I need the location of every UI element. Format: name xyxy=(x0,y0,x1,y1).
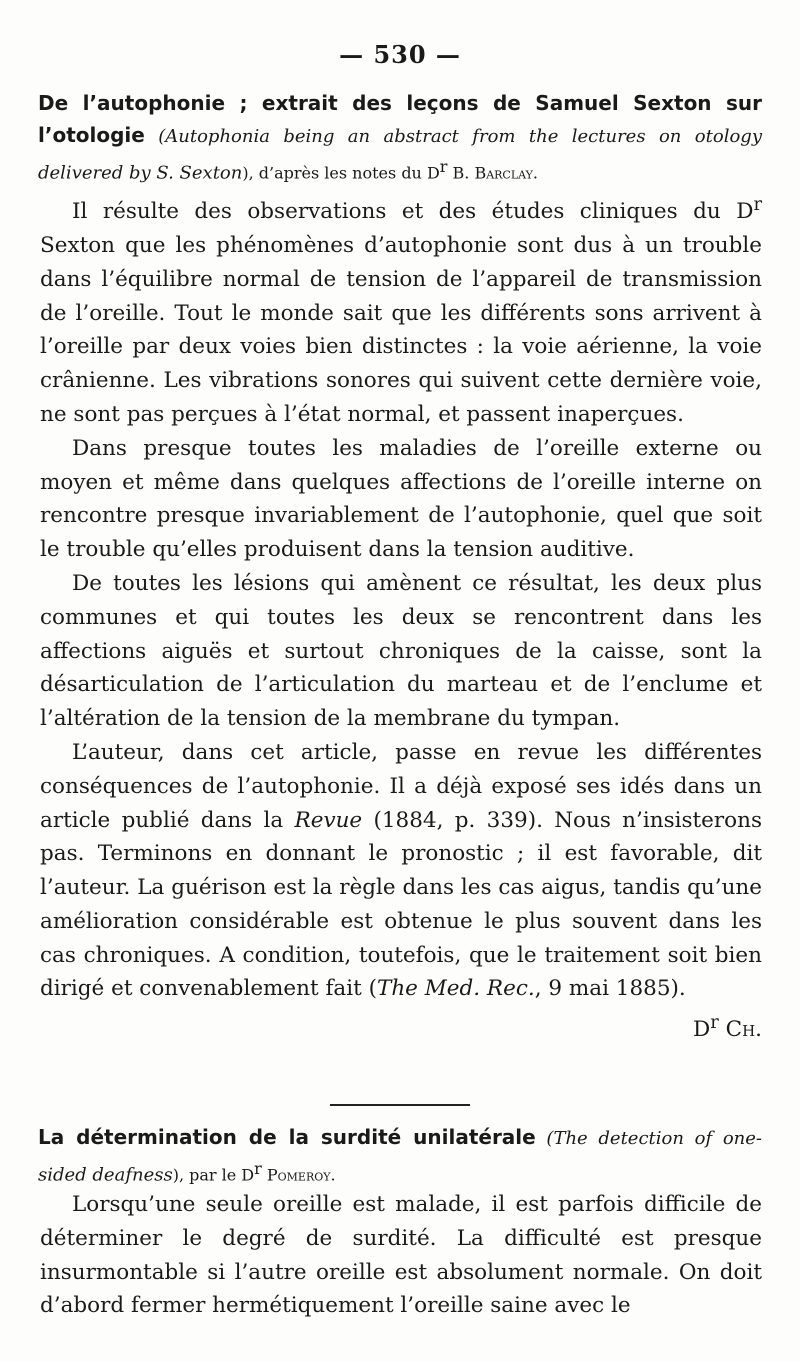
paragraph xyxy=(40,736,762,1043)
article-title: De l’autophonie ; extrait des leçons de Samuel Sexton sur l’otologie xyxy=(38,91,762,147)
title-superscript: r xyxy=(439,157,448,176)
signature: $D^r$ Ch. xyxy=(692,1012,762,1043)
paragraph-text: Il résulte des observations et des études cliniques du D xyxy=(72,199,754,225)
title-paren-open: ( xyxy=(535,1128,554,1149)
article-english-title: The detection of one-sided deafness xyxy=(38,1128,763,1186)
article-body xyxy=(40,1188,762,1323)
article-author: B. Barclay. xyxy=(447,163,539,183)
title-paren-close: ), xyxy=(242,163,254,183)
paragraph: Lorsqu’une seule oreille est malade, il est parfois difficile de déterminer le degré de surdité. La difficulté est presque insurmontable si l’autre oreille est absolument normale. On doit d’abord fermer hermétiquement l’oreille saine avec le xyxy=(40,1192,762,1319)
paragraph-text: L’auteur, dans cet article, passe en revue les différentes conséquences de l’autophonie. Il a déjà exposé ses idés dans un article publié dans la xyxy=(40,739,762,833)
superscript: r xyxy=(753,194,762,215)
journal-citation: The Med. Rec. xyxy=(377,976,535,1002)
article-author: Pomeroy. xyxy=(261,1165,336,1185)
title-paren-open: ( xyxy=(144,126,166,147)
paragraph: De toutes les lésions qui amènent ce résultat, les deux plus communes et qui toutes les deux se rencontrent dans les affections aiguës et surtout chroniques de la caisse, sont la désarticulation de l’articulation du marteau et de l’enclume et l’altération de la tension de la membrane du tympan. xyxy=(40,570,762,732)
article-heading xyxy=(38,1122,762,1190)
title-paren-close: ), xyxy=(172,1165,185,1185)
paragraph-text: , 9 mai 1885). xyxy=(534,976,686,1002)
article-body xyxy=(40,188,762,1047)
journal-name: Revue xyxy=(294,807,363,833)
paragraph: Dans presque toutes les maladies de l’oreille externe ou moyen et même dans quelques affections de l’oreille interne on rencontre presque invariablement de l’autophonie, quel que soit le trouble qu’elles produisent dans la tension auditive. xyxy=(40,435,762,563)
article-english-title: Autophonia being an abstract from the lectures on otology delivered by S. Sexton xyxy=(38,126,762,184)
page-number: — 530 — xyxy=(339,40,461,69)
article-source-note: par le D xyxy=(184,1165,255,1185)
article-title: La détermination de la surdité unilatérale xyxy=(38,1125,536,1149)
article-source-note: d’après les notes du D xyxy=(253,163,440,183)
article-heading xyxy=(38,88,762,188)
title-superscript: r xyxy=(254,1159,262,1178)
paragraph-text: Sexton que les phénomènes d’autophonie sont dus à un trouble dans l’équilibre normal de tension de l’appareil de transmission de l’oreille. Tout le monde sait que les différents sons arrivent à l’oreille par deux voies bien distinctes : la voie aérienne, la voie crânienne. Les vibrations sonores qui suivent cette dernière voie, ne sont pas perçues à l’état normal, et passent inaperçues. xyxy=(40,232,762,427)
section-divider xyxy=(330,1104,470,1106)
paragraph xyxy=(40,188,762,432)
paragraph-text: (1884, p. 339). Nous n’insisterons pas. Terminons en donnant le pronostic ; il est favorable, dit l’auteur. La guérison est la règle dans les cas aigus, tandis qu’une amélioration considérable est obtenue le plus souvent dans les cas chroniques. A condition, toutefois, que le traitement soit bien dirigé et convenablement fait ( xyxy=(40,807,762,1002)
